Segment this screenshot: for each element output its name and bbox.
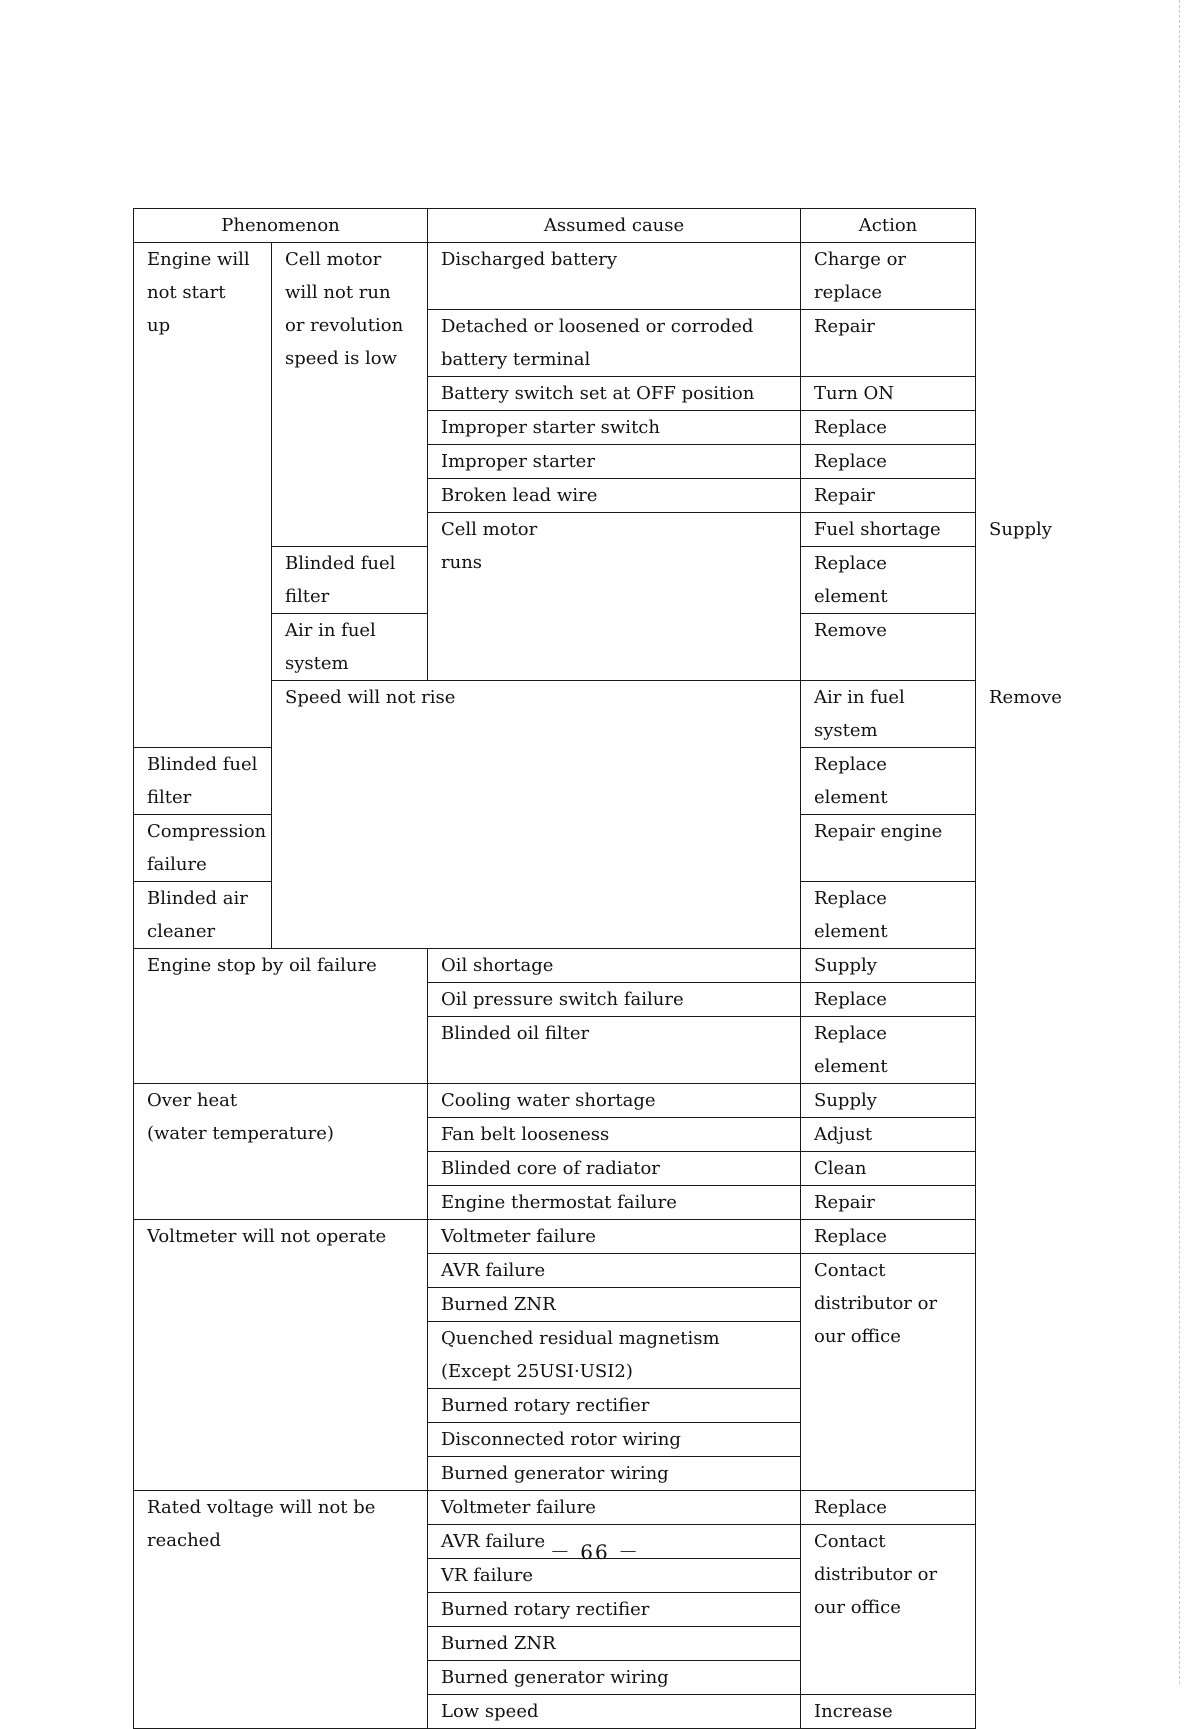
table-row: Speed will not rise Air in fuel system Remove	[134, 681, 976, 748]
cause-cell: Broken lead wire	[428, 479, 801, 513]
cause-cell: Burned generator wiring	[428, 1661, 801, 1695]
cause-cell: AVR failure	[428, 1254, 801, 1288]
troubleshooting-table	[133, 208, 1062, 1729]
header-cause: Assumed cause	[428, 209, 801, 243]
action-cell: Charge or replace	[801, 243, 976, 310]
condition-cell: Cell motor runs	[428, 513, 801, 681]
condition-cell: Cell motor will not run or revolution speed is low	[272, 243, 428, 547]
action-cell: Replace element	[801, 748, 976, 815]
cause-cell: VR failure	[428, 1559, 801, 1593]
action-cell: Replace	[801, 411, 976, 445]
cause-cell: Burned ZNR	[428, 1627, 801, 1661]
action-cell: Repair	[801, 310, 976, 377]
header-phenomenon: Phenomenon	[134, 209, 428, 243]
table-row	[134, 949, 976, 983]
page-edge-line	[1179, 0, 1180, 1684]
cause-cell: Voltmeter failure	[428, 1220, 801, 1254]
cause-cell: Cooling water shortage	[428, 1084, 801, 1118]
cause-cell: Air in fuel system	[801, 681, 976, 748]
action-cell: Remove	[801, 614, 976, 681]
phenomenon-cell: Engine stop by oil failure	[134, 949, 428, 1084]
action-cell: Replace	[801, 445, 976, 479]
cause-cell: Blinded fuel filter	[134, 748, 272, 815]
page-number: － 66 －	[549, 1540, 641, 1564]
table-row: Cell motor runs Fuel shortage Supply	[134, 513, 976, 547]
phenomenon-cell: Over heat (water temperature)	[134, 1084, 428, 1220]
action-cell: Clean	[801, 1152, 976, 1186]
action-cell: Replace element	[801, 1017, 976, 1084]
action-cell: Replace element	[801, 547, 976, 614]
cause-cell: Battery switch set at OFF position	[428, 377, 801, 411]
cause-cell: Disconnected rotor wiring	[428, 1423, 801, 1457]
phenomenon-cell: Voltmeter will not operate	[134, 1220, 428, 1491]
phenomenon-cell: Speed will not rise	[272, 681, 801, 949]
cause-cell: Blinded fuel filter	[272, 547, 428, 614]
action-cell: Replace element	[801, 882, 976, 949]
phenomenon-cell: Rated voltage will not be reached	[134, 1491, 428, 1729]
cause-cell: Engine thermostat failure	[428, 1186, 801, 1220]
table-row	[134, 243, 976, 310]
cause-cell: Discharged battery	[428, 243, 801, 310]
cause-cell: Fuel shortage	[801, 513, 976, 547]
cause-cell: Improper starter switch	[428, 411, 801, 445]
cause-cell: Fan belt looseness	[428, 1118, 801, 1152]
cause-cell: Blinded oil filter	[428, 1017, 801, 1084]
cause-cell: Blinded core of radiator	[428, 1152, 801, 1186]
cause-cell: Burned rotary rectifier	[428, 1389, 801, 1423]
cause-cell: Burned rotary rectifier	[428, 1593, 801, 1627]
table-row	[134, 1084, 976, 1118]
cause-cell: Improper starter	[428, 445, 801, 479]
action-cell: Repair	[801, 479, 976, 513]
cause-cell: Oil pressure switch failure	[428, 983, 801, 1017]
action-cell: Supply	[801, 949, 976, 983]
cause-cell: Blinded air cleaner	[134, 882, 272, 949]
table-row	[134, 1491, 976, 1525]
cause-cell: Quenched residual magnetism (Except 25USI·USI2)	[428, 1322, 801, 1389]
action-cell: Repair	[801, 1186, 976, 1220]
header-action: Action	[801, 209, 976, 243]
cause-cell: Compression failure	[134, 815, 272, 882]
cause-cell: Burned generator wiring	[428, 1457, 801, 1491]
action-cell: Increase	[801, 1695, 976, 1729]
action-cell: Contact distributor or our office	[801, 1525, 976, 1695]
action-cell: Contact distributor or our office	[801, 1254, 976, 1491]
cause-cell: Burned ZNR	[428, 1288, 801, 1322]
action-cell: Replace	[801, 1220, 976, 1254]
action-cell: Replace	[801, 983, 976, 1017]
cause-cell: AVR failure	[428, 1525, 801, 1559]
cause-cell: Low speed	[428, 1695, 801, 1729]
table-row	[134, 1220, 976, 1254]
cause-cell: Detached or loosened or corroded battery terminal	[428, 310, 801, 377]
phenomenon-cell: Engine will not start up	[134, 243, 272, 748]
action-cell: Repair engine	[801, 815, 976, 882]
header-row	[134, 209, 976, 243]
action-cell: Supply	[801, 1084, 976, 1118]
action-cell: Replace	[801, 1491, 976, 1525]
cause-cell: Voltmeter failure	[428, 1491, 801, 1525]
cause-cell: Air in fuel system	[272, 614, 428, 681]
action-cell: Turn ON	[801, 377, 976, 411]
action-cell: Adjust	[801, 1118, 976, 1152]
cause-cell: Oil shortage	[428, 949, 801, 983]
